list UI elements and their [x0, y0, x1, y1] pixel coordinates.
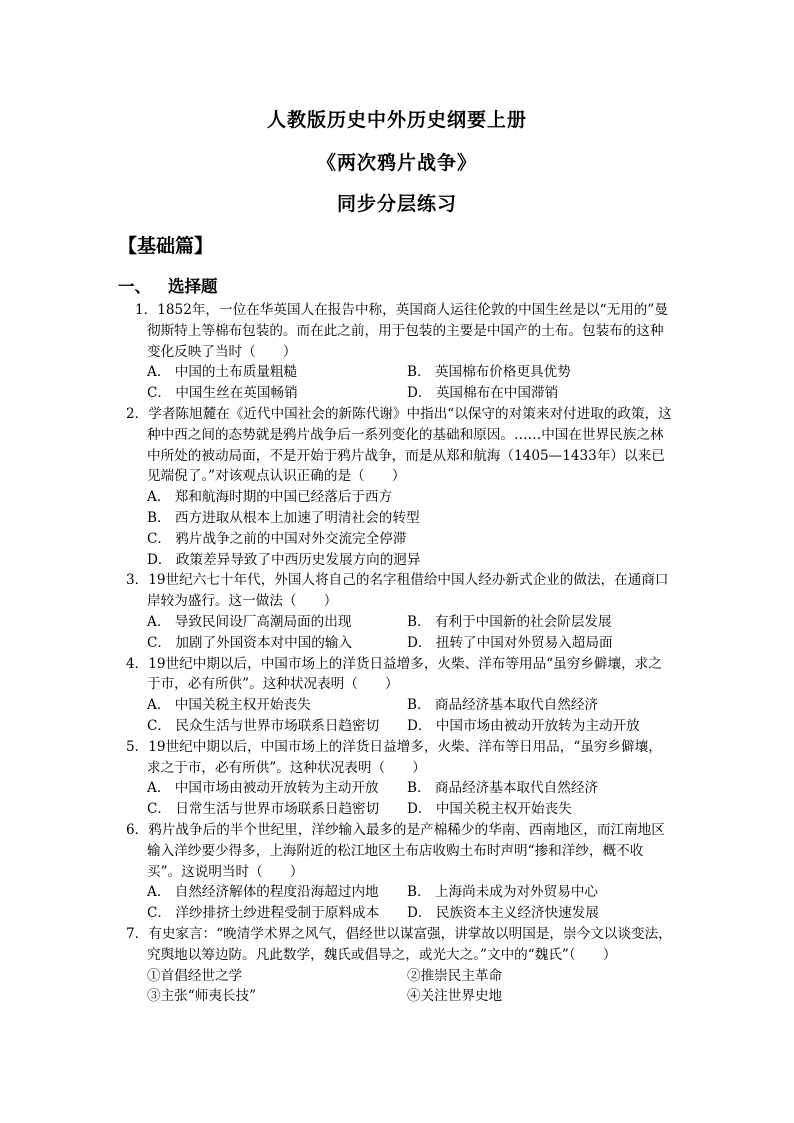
option-c: C． 加剧了外国资本对中国的输入: [147, 634, 353, 651]
subsection-number: 一、: [118, 277, 151, 296]
option-a: A． 自然经济解体的程度沿海超过内地: [147, 884, 379, 901]
question-options: [147, 778, 694, 820]
question-text: 1．1852年，一位在华英国人在报告中称，英国商人运往伦敦的中国生丝是以“无用的”曼彻斯特上等棉布包装的。而在此之前，用于包装的主要是中国产的土布。包装布的这种变化反映了当时（ ）: [135, 302, 668, 360]
question-options: [147, 966, 694, 1008]
option-a: A． 中国的土布质量粗糙: [147, 364, 298, 381]
option-a: A． 导致民间设厂高潮局面的出现: [147, 613, 352, 630]
question-text: 6．鸦片战争后的半个世纪里，洋纱输入最多的是产棉稀少的华南、西南地区，而江南地区输入洋纱要少得多，上海附近的松江地区土布店收购土布时声明“掺和洋纱，概不收买”。这说明当时（ ）: [126, 821, 665, 880]
option-d: D． 民族资本主义经济快速发展: [407, 905, 599, 922]
document-subtitle: 《两次鸦片战争》: [316, 152, 477, 174]
question-item: [0, 300, 794, 404]
document-subtitle-2: 同步分层练习: [336, 193, 457, 215]
option-d: D． 中国市场由被动开放转为主动开放: [407, 717, 640, 734]
question-options: [147, 612, 694, 654]
option-b: B． 上海尚未成为对外贸易中心: [407, 884, 599, 901]
option-d: D． 英国棉布在中国滞销: [407, 385, 559, 402]
subsection-heading: [118, 273, 218, 297]
option-3: ③主张“师夷长技”: [147, 988, 257, 1005]
question-text: 7．有史家言：“晚清学术界之风气，倡经世以谋富强，讲掌故以明国是，崇今文以谈变法，究舆地以筹边防。凡此数学，魏氏或倡导之，或光大之。”文中的“魏氏”（ ）: [126, 925, 672, 963]
question-list: [0, 300, 794, 1007]
option-4: ④关注世界史地: [407, 988, 503, 1005]
option-c: C． 鸦片战争之前的中国对外交流完全停滞: [147, 530, 407, 547]
option-b: B． 有利于中国新的社会阶层发展: [407, 613, 612, 630]
option-b: B． 英国棉布价格更具优势: [407, 364, 571, 381]
subsection-title: 选择题: [168, 277, 218, 296]
question-options: [147, 362, 694, 404]
option-d: D． 政策差异导致了中西历史发展方向的迥异: [147, 551, 421, 568]
question-options: [147, 695, 694, 737]
option-a: A． 中国市场由被动开放转为主动开放: [147, 780, 379, 797]
question-item: [0, 654, 794, 737]
question-text: 3．19世纪六七十年代，外国人将自己的名字租借给中国人经办新式企业的做法，在通商口岸较为盛行。这一做法（ ）: [126, 572, 669, 610]
question-item: [0, 570, 794, 653]
option-b: B． 商品经济基本取代自然经济: [407, 780, 599, 797]
option-a: A． 中国关税主权开始丧失: [147, 697, 311, 714]
question-options: [147, 882, 694, 924]
option-b: B． 商品经济基本取代自然经济: [407, 697, 599, 714]
question-item: [0, 737, 794, 820]
question-text: 4．19世纪中期以后，中国市场上的洋货日益增多，火柴、洋布等用品“虽穷乡僻壤，求之于市，必有所供”。这种状况表明（ ）: [126, 655, 662, 693]
question-item: [0, 924, 794, 1007]
option-2: ②推崇民主革命: [407, 967, 503, 984]
document-title: 人教版历史中外历史纲要上册: [266, 109, 527, 131]
option-b: B． 西方进取从根本上加速了明清社会的转型: [147, 509, 420, 526]
option-a: A． 郑和航海时期的中国已经落后于西方: [147, 489, 393, 506]
option-d: D． 中国关税主权开始丧失: [407, 801, 572, 818]
option-1: ①首倡经世之学: [147, 967, 243, 984]
option-c: C． 中国生丝在英国畅销: [147, 385, 298, 402]
question-text: 2．学者陈旭麓在《近代中国社会的新陈代谢》中指出“以保守的对策来对付进取的政策，这种中西之间的态势就是鸦片战争后一系列变化的基础和原因。……中国在世界民族之林中所处的被动局面，不是开始于鸦片战争，而是从郑和航海（1405—1433年）以来已见端倪了。”对该观点认识正确的是（ ）: [126, 405, 672, 485]
question-item: [0, 404, 794, 570]
section-heading: 【基础篇】: [118, 235, 214, 257]
question-options: [147, 487, 694, 570]
option-c: C． 日常生活与世界市场联系日趋密切: [147, 801, 380, 818]
option-c: C． 洋纱排挤土纱进程受制于原料成本: [147, 905, 380, 922]
question-item: [0, 820, 794, 924]
option-d: D． 扭转了中国对外贸易入超局面: [407, 634, 613, 651]
question-text: 5．19世纪中期以后，中国市场上的洋货日益增多，火柴、洋布等日用品，“虽穷乡僻壤，求之于市，必有所供”。这种状况表明（ ）: [126, 738, 662, 776]
option-c: C． 民众生活与世界市场联系日趋密切: [147, 717, 380, 734]
